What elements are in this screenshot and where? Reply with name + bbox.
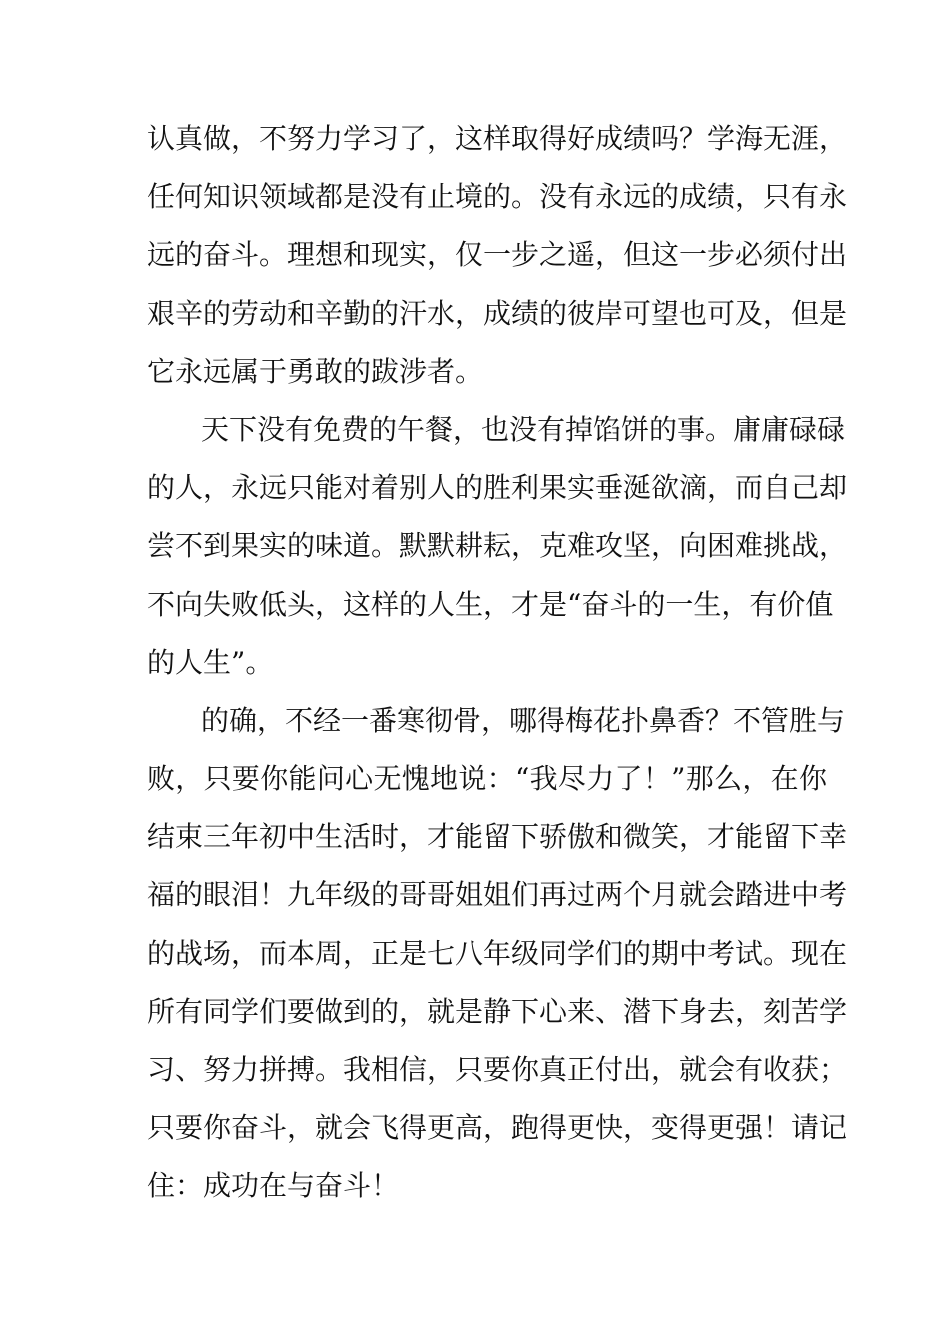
document-body [147,110,848,1216]
paragraph-3-line-2: 败，只要你能问心无愧地说：“我尽力了！”那么，在你 [147,762,827,796]
paragraph-1-line-2: 任何知识领域都是没有止境的。没有永远的成绩，只有永 [147,180,848,214]
paragraph-3-line-9: 住：成功在与奋斗！ [147,1169,400,1203]
paragraph-3-line-8: 只要你奋斗，就会飞得更高，跑得更快，变得更强！请记 [147,1111,848,1145]
paragraph-3-line-4: 福的眼泪！九年级的哥哥姐姐们再过两个月就会踏进中考 [147,878,848,912]
paragraph-2-line-5: 的人生”。 [147,645,274,679]
paragraph-1-line-3: 远的奋斗。理想和现实，仅一步之遥，但这一步必须付出 [147,238,848,272]
paragraph-3-line-1: 的确，不经一番寒彻骨，哪得梅花扑鼻香？不管胜与 [201,703,846,737]
paragraph-3-line-5: 的战场，而本周，正是七八年级同学们的期中考试。现在 [147,936,848,970]
paragraph-2-line-2: 的人，永远只能对着别人的胜利果实垂涎欲滴，而自己却 [147,471,848,505]
paragraph-3-line-7: 习、努力拼搏。我相信，只要你真正付出，就会有收获； [147,1053,848,1086]
paragraph-2-line-4: 不向失败低头，这样的人生，才是“奋斗的一生，有价值 [147,587,834,621]
paragraph-3-line-6: 所有同学们要做到的，就是静下心来、潜下身去，刻苦学 [147,994,848,1028]
paragraph-1-line-4: 艰辛的劳动和辛勤的汗水，成绩的彼岸可望也可及，但是 [147,296,848,330]
paragraph-1-line-5: 它永远属于勇敢的跋涉者。 [147,354,484,388]
paragraph-2-line-3: 尝不到果实的味道。默默耕耘，克难攻坚，向困难挑战， [147,529,848,563]
paragraph-1-line-1: 认真做，不努力学习了，这样取得好成绩吗？学海无涯， [147,122,848,155]
paragraph-3-line-3: 结束三年初中生活时，才能留下骄傲和微笑，才能留下幸 [147,820,848,854]
paragraph-2-line-1: 天下没有免费的午餐，也没有掉馅饼的事。庸庸碌碌 [201,412,846,446]
